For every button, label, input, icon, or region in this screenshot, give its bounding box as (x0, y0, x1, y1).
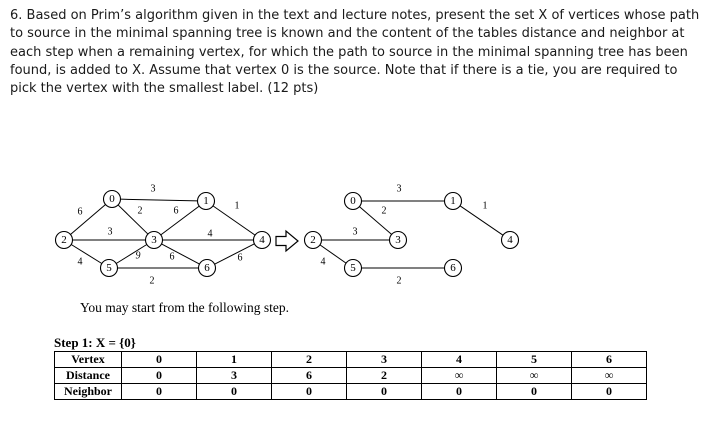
step-label: Step 1: X = {0} (54, 335, 136, 350)
table-row (55, 368, 647, 384)
edge-weight-label: 2 (137, 205, 143, 217)
edge-weight-label: 4 (320, 256, 326, 268)
step-table (54, 351, 647, 400)
table-cell: 3 (197, 368, 272, 384)
edge-0-1 (120, 199, 197, 201)
table-cell: 1 (197, 352, 272, 368)
hollow-arrow-icon (276, 231, 298, 251)
edge-weight-label: 3 (150, 183, 156, 195)
row-header-cell: Neighbor (55, 384, 122, 400)
table-cell: 3 (347, 352, 422, 368)
problem-statement: 6. Based on Prim’s algorithm given in the text and lecture notes, present the set X of vertices whose path to source in the minimal spanning tree is known and the content of the tables distance and neighbor at each step when a remaining vertex, for which the path to source in the minimal spanning tree has been found, is added to X. Assume that vertex 0 is the source. Note that if there is a tie, you are required to pick the vertex with the smallest label. (12 pts) (10, 8, 700, 97)
edge-weight-label: 2 (396, 275, 402, 287)
table-cell: 6 (572, 352, 647, 368)
start-note: You may start from the following step. (80, 300, 289, 315)
node-label: 0 (109, 193, 115, 206)
edge-weight-label: 3 (352, 226, 358, 238)
transform-arrow (276, 231, 298, 251)
node-label: 4 (507, 234, 513, 247)
table-cell: ∞ (497, 368, 572, 384)
edge-weight-label: 1 (234, 200, 240, 212)
node-label: 6 (450, 262, 456, 275)
table-cell: 0 (122, 352, 197, 368)
table-cell: 0 (572, 384, 647, 400)
edge-4-6 (215, 244, 255, 264)
node-label: 3 (151, 234, 157, 247)
table-cell: 0 (272, 384, 347, 400)
table-cell: 5 (497, 352, 572, 368)
edge-weight-label: 4 (207, 228, 213, 240)
table-cell: 2 (272, 352, 347, 368)
table-row (55, 384, 647, 400)
left-graph (56, 183, 271, 286)
edge-1-3 (161, 206, 199, 235)
edge-weight-label: 2 (381, 205, 387, 217)
table-row (55, 352, 647, 368)
edge-weight-label: 6 (173, 205, 179, 217)
row-header-cell: Vertex (55, 352, 122, 368)
table-cell: 6 (272, 368, 347, 384)
table-cell: ∞ (572, 368, 647, 384)
edge-weight-label: 2 (149, 275, 155, 287)
node-label: 2 (61, 234, 67, 247)
edge-weight-label: 6 (77, 206, 83, 218)
table-cell: 0 (497, 384, 572, 400)
node-label: 3 (395, 234, 401, 247)
edge-0-3 (118, 205, 148, 234)
edge-weight-label: 1 (482, 200, 488, 212)
right-graph (305, 183, 519, 286)
table-cell: 0 (122, 368, 197, 384)
edge-weight-label: 6 (169, 251, 175, 263)
node-label: 1 (203, 195, 209, 208)
node-label: 6 (204, 262, 210, 275)
table-cell: 0 (122, 384, 197, 400)
node-label: 4 (259, 234, 265, 247)
edge-3-5 (116, 244, 147, 263)
edge-weight-label: 4 (77, 256, 83, 268)
edge-weight-label: 6 (237, 252, 243, 264)
edge-weight-label: 3 (107, 226, 113, 238)
node-label: 2 (310, 234, 316, 247)
table-cell: 4 (422, 352, 497, 368)
table-cell: 0 (422, 384, 497, 400)
table-cell: 0 (347, 384, 422, 400)
edge-3-6 (162, 244, 200, 264)
node-label: 1 (450, 195, 456, 208)
edge-0-3 (359, 207, 391, 235)
edge-2-5 (71, 244, 102, 263)
edge-0-2 (70, 205, 105, 235)
table-cell: 2 (347, 368, 422, 384)
table-cell: ∞ (422, 368, 497, 384)
edge-1-4 (460, 206, 503, 235)
table-cell: 0 (197, 384, 272, 400)
edge-weight-label: 9 (135, 250, 141, 262)
edge-weight-label: 3 (396, 183, 402, 195)
row-header-cell: Distance (55, 368, 122, 384)
node-label: 5 (106, 262, 112, 275)
node-label: 0 (350, 195, 356, 208)
node-label: 5 (350, 262, 356, 275)
